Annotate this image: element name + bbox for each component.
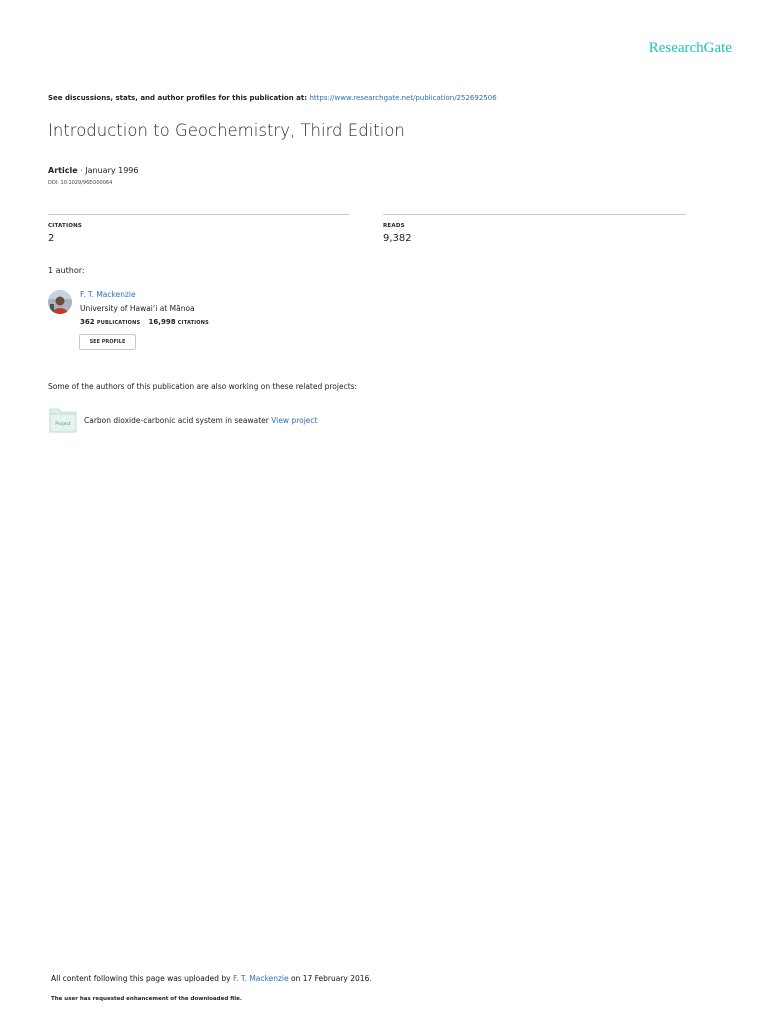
upload-suffix: on 17 February 2016. <box>290 974 372 983</box>
upload-prefix: All content following this page was uploaded by <box>51 974 231 983</box>
project-item <box>84 416 317 425</box>
project-folder-icon[interactable] <box>49 405 77 433</box>
reads-label: READS <box>383 223 405 229</box>
author-photo <box>48 290 72 314</box>
folder-icon <box>49 405 77 433</box>
author-stats <box>80 318 215 326</box>
citations-value: 2 <box>48 233 55 244</box>
publication-type: Article <box>48 166 78 175</box>
publication-meta <box>48 166 139 175</box>
reads-divider <box>383 214 686 215</box>
author-name-link[interactable]: F. T. Mackenzie <box>80 290 136 299</box>
uploader-link[interactable]: F. T. Mackenzie <box>232 974 289 983</box>
related-projects-heading: Some of the authors of this publication are also working on these related projects: <box>48 382 358 391</box>
publication-title: Introduction to Geochemistry, Third Edition <box>48 121 405 140</box>
researchgate-logo[interactable]: ResearchGate <box>648 40 732 56</box>
publication-doi: DOI: 10.1029/96EO00064 <box>48 180 113 186</box>
author-avatar[interactable] <box>48 290 72 314</box>
author-citations-count: 16,998 <box>148 318 176 326</box>
project-name: Carbon dioxide-carbonic acid system in seawater <box>84 416 269 425</box>
author-publications-count: 362 <box>80 318 95 326</box>
view-project-link[interactable]: View project <box>271 416 318 425</box>
publication-url-link[interactable]: https://www.researchgate.net/publication/252692506 <box>309 94 497 102</box>
citations-label: CITATIONS <box>48 223 83 229</box>
top-notice <box>48 94 497 102</box>
upload-notice <box>51 974 372 983</box>
project-icon-label: Project <box>55 422 71 427</box>
author-publications-label: PUBLICATIONS <box>96 320 141 326</box>
enhancement-note: The user has requested enhancement of the downloaded file. <box>51 996 242 1002</box>
author-affiliation: University of Hawaiʻi at Mānoa <box>80 304 195 313</box>
authors-heading: 1 author: <box>48 266 85 275</box>
author-citations-label: CITATIONS <box>177 320 209 326</box>
publication-date: · January 1996 <box>80 166 139 175</box>
citations-divider <box>48 214 349 215</box>
reads-value: 9,382 <box>383 233 412 244</box>
see-profile-button[interactable]: SEE PROFILE <box>79 334 136 350</box>
top-notice-text: See discussions, stats, and author profiles for this publication at: <box>48 94 308 102</box>
